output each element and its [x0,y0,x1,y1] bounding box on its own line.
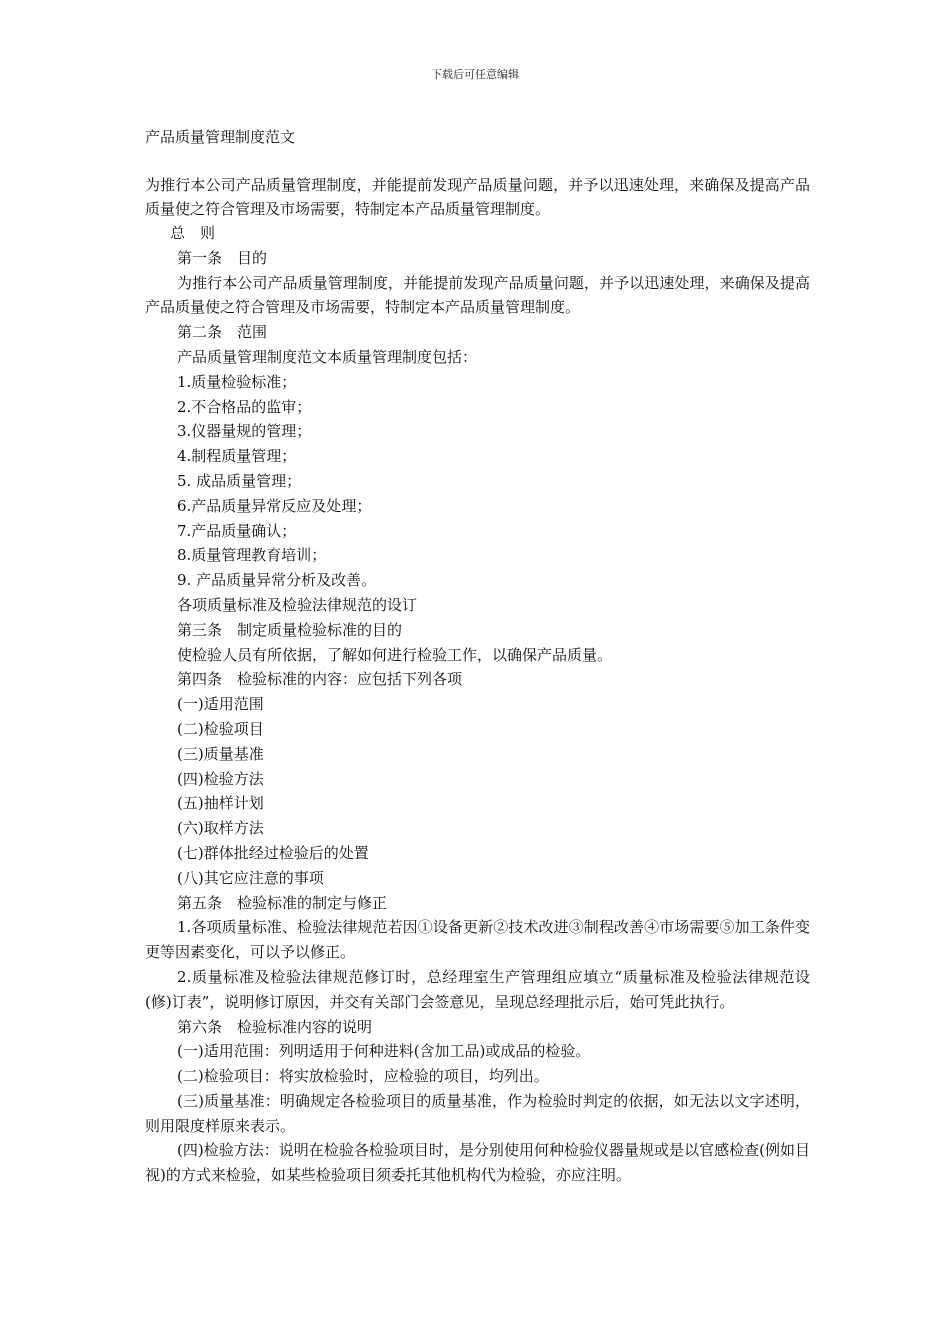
document-line: (二)检验项目：将实放检验时，应检验的项目，均列出。 [177,1067,549,1086]
document-line: 使检验人员有所依据，了解如何进行检验工作，以确保产品质量。 [177,645,613,664]
document-line: (六)取样方法 [177,819,264,838]
document-line: 4.制程质量管理； [177,447,297,466]
document-line: 3.仪器量规的管理； [177,422,312,441]
document-line: (七)群体批经过检验后的处置 [177,843,369,862]
document-line: 8.质量管理教育培训； [177,546,327,565]
document-line: (二)检验项目 [177,719,264,738]
document-line: (四)检验方法 [177,769,264,788]
document-line: 总 则 [170,224,216,242]
document-line: 2.不合格品的监审； [177,397,312,416]
page-header: 下载后可任意编辑 [431,68,519,81]
intro-paragraph: 为推行本公司产品质量管理制度，并能提前发现产品质量问题，并予以迅速处理，来确保及提高产品质量使之符合管理及市场需要，特制定本产品质量管理制度。 [145,176,810,218]
document-line: (一)适用范围 [177,695,264,714]
document-line: (一)适用范围：列明适用于何种进料(含加工品)或成品的检验。 [177,1042,591,1061]
document-lines [145,221,810,1188]
document-line: 1.各项质量标准、检验法律规范若因①设备更新②技术改进③制程改善④市场需要⑤加工条件变更等因素变化，可以予以修正。 [145,918,810,962]
document-line: 5. 成品质量管理； [177,471,302,490]
document-line: 各项质量标准及检验法律规范的设订 [177,595,418,614]
document-line: (八)其它应注意的事项 [177,868,324,887]
document-line: (三)质量基准：明确规定各检验项目的质量基准，作为检验时判定的依据，如无法以文字述明，则用限度样原来表示。 [145,1091,810,1135]
document-line: 1.质量检验标准； [177,372,297,391]
document-line: (四)检验方法：说明在检验各检验项目时，是分别使用何种检验仪器量规或是以官感检查(例如目视)的方式来检验，如某些检验项目须委托其他机构代为检验，亦应注明。 [145,1141,810,1185]
document-line: 第二条 范围 [177,323,268,342]
document-line: 为推行本公司产品质量管理制度，并能提前发现产品质量问题，并予以迅速处理，来确保及提高产品质量使之符合管理及市场需要，特制定本产品质量管理制度。 [145,273,810,317]
document-line: 9. 产品质量异常分析及改善。 [177,571,377,590]
document-body [145,126,810,1188]
document-line: 7.产品质量确认； [177,521,297,540]
document-line: 第六条 检验标准内容的说明 [177,1017,373,1036]
document-title: 产品质量管理制度范文 [145,128,296,146]
document-line: 第四条 检验标准的内容：应包括下列各项 [177,670,463,689]
document-line: 第五条 检验标准的制定与修正 [177,893,388,912]
document-line: 产品质量管理制度范文本质量管理制度包括： [177,347,478,366]
document-line: (三)质量基准 [177,744,264,763]
document-line: 2.质量标准及检验法律规范修订时，总经理室生产管理组应填立“质量标准及检验法律规范设(修)订表”，说明修订原因，并交有关部门会签意见，呈现总经理批示后，始可凭此执行。 [145,967,810,1011]
document-line: 6.产品质量异常反应及处理； [177,496,372,515]
document-line: 第一条 目的 [177,248,268,267]
document-line: 第三条 制定质量检验标准的目的 [177,620,403,639]
document-line: (五)抽样计划 [177,794,264,813]
